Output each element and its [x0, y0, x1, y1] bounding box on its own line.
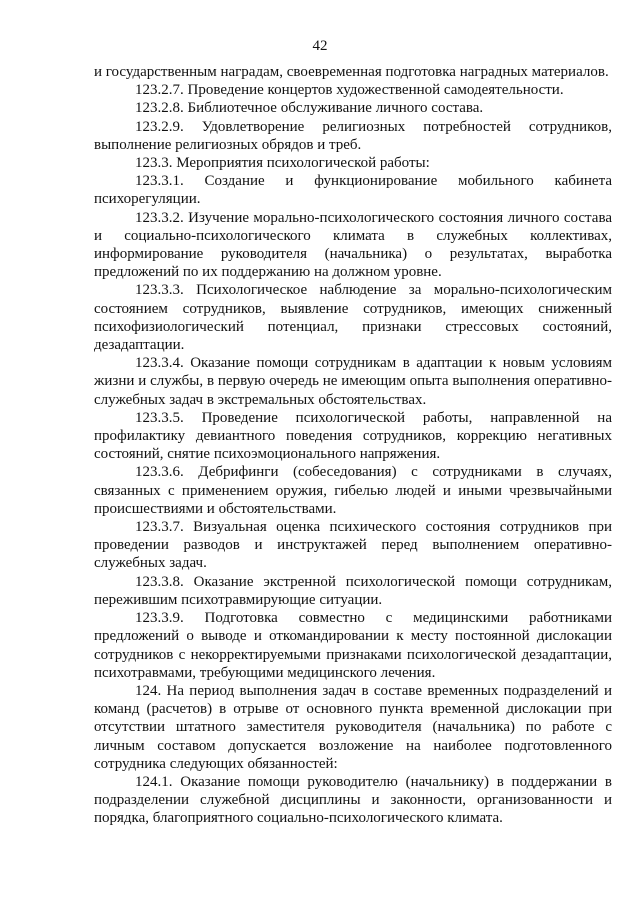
paragraph: 123.3.4. Оказание помощи сотрудникам в адаптации к новым условиям жизни и службы, в первую очередь не имеющим опыта выполнения оперативно-служебных задач в экстремальных обстоятельствах. — [94, 355, 612, 408]
paragraph: 123.2.7. Проведение концертов художественной самодеятельности. — [135, 82, 564, 99]
paragraph: 124.1. Оказание помощи руководителю (начальнику) в поддержании в подразделении служебной дисциплины и законности, организованности и порядка, благоприятного социально-психологического климата. — [94, 773, 612, 827]
document-body — [94, 63, 612, 828]
page-number: 42 — [312, 38, 328, 54]
paragraph: 123.3.8. Оказание экстренной психологической помощи сотрудникам, пережившим психотравмирующие ситуации. — [94, 573, 612, 608]
paragraph: 123.3.3. Психологическое наблюдение за морально-психологическим состоянием сотрудников, выявление сотрудников, имеющих сниженный психофизиологический потенциал, признаки стрессовых состояний, дезадаптации. — [94, 282, 612, 354]
paragraph: 123.2.9. Удовлетворение религиозных потребностей сотрудников, выполнение религиозных обрядов и треб. — [94, 118, 612, 153]
paragraph: 123.3.2. Изучение морально-психологического состояния личного состава и социально-психологического климата в служебных коллективах, информирование руководителя (начальника) о результатах, выработка предложений по их поддержанию на должном уровне. — [94, 209, 612, 281]
paragraph: 123.3.7. Визуальная оценка психического состояния сотрудников при проведении разводов и инструктажей перед выполнением оперативно-служебных задач. — [94, 519, 612, 572]
paragraph: 123.3. Мероприятия психологической работы: — [135, 155, 430, 172]
paragraph: 123.3.9. Подготовка совместно с медицинскими работниками предложений о выводе и откомандировании к месту постоянной дислокации сотрудников с некорректируемыми признаками психологической дезадаптации, психотравмами, требующими медицинского лечения. — [94, 610, 612, 681]
paragraph: 123.2.8. Библиотечное обслуживание личного состава. — [135, 100, 484, 117]
paragraph: 123.3.6. Дебрифинги (собеседования) с сотрудниками в случаях, связанных с применением оружия, гибелью людей и иными чрезвычайными происшествиями и обстоятельствами. — [94, 464, 612, 517]
paragraph: и государственным наградам, своевременная подготовка наградных материалов. — [94, 64, 609, 80]
paragraph: 124. На период выполнения задач в составе временных подразделений и команд (расчетов) в отрыве от основного пункта временной дислокации при отсутствии штатного заместителя руководителя (начальника) по работе с личным составом допускается возложение на наиболее подготовленного сотрудника следующих обязанностей: — [94, 682, 612, 772]
paragraph: 123.3.1. Создание и функционирование мобильного кабинета психорегуляции. — [94, 173, 612, 208]
paragraph: 123.3.5. Проведение психологической работы, направленной на профилактику девиантного поведения сотрудников, коррекцию негативных состояний, снятие психоэмоционального напряжения. — [94, 409, 612, 463]
